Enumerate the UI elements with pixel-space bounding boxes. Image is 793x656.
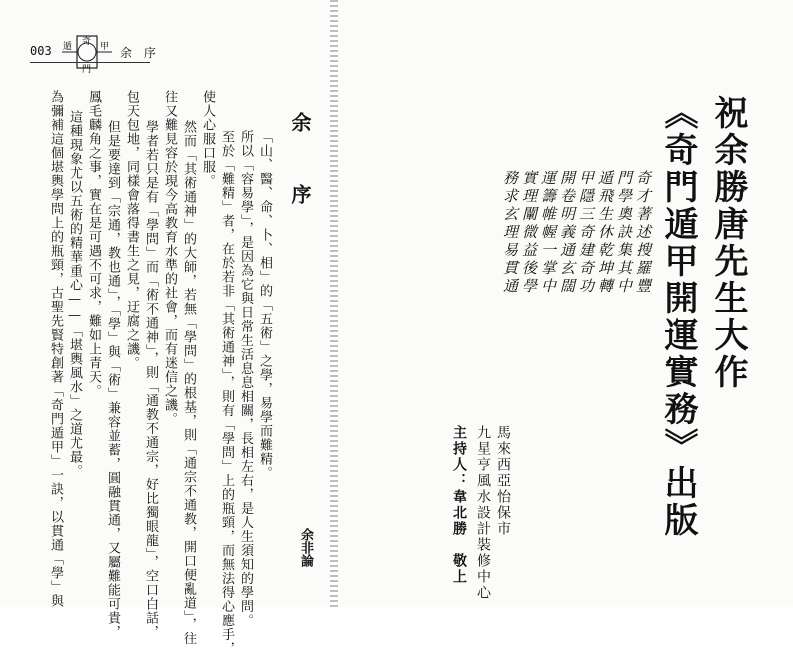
left-page: [0, 0, 330, 656]
body-column: 往又難見容於現今高教育水準的社會，而有迷信之譏。: [162, 90, 177, 426]
qimen-emblem-icon: [60, 30, 114, 74]
poem-column: 遁飛生休乾坤轉: [596, 170, 614, 296]
poem-column: 奇才著述搜羅豐: [634, 170, 652, 296]
right-page: [338, 0, 793, 607]
body-column: 學者若只是有「學問」而「術不通神」，則「通教不通宗，好比獨眼龍」，空口白話，: [143, 120, 158, 639]
signature-city: 馬來西亞怡保市: [495, 425, 511, 537]
body-column: 使人心服口服。: [200, 90, 215, 188]
emblem-char-jia: 甲: [100, 42, 110, 52]
title-line-2: 《奇門遁甲開運實務》出版: [658, 95, 698, 539]
body-column: 為彌補這個堪輿學問上的瓶頸，古聖先賢特創著「奇門遁甲」一訣，以貫通「學」與: [48, 90, 63, 608]
emblem-char-qi: 奇: [82, 37, 92, 47]
emblem-char-men: 門: [82, 65, 92, 74]
poem-column: 甲隱三奇建奇功: [577, 170, 595, 296]
poem-column: 開卷明義通玄闊: [558, 170, 576, 296]
book-gutter: [330, 0, 338, 607]
emblem-char-dun: 遁: [63, 42, 73, 52]
body-column: 鳳毛麟角之事，實在是可遇不可求，難如上青天。: [86, 90, 101, 398]
poem-column: 運籌帷幄一掌中: [539, 170, 557, 296]
section-title: 余 序: [288, 112, 312, 218]
poem-column: 門學奧訣集其中: [615, 170, 633, 296]
signature-company: 九星亨風水設計裝修中心: [475, 425, 491, 601]
signature-host: 主持人：韋北勝 敬上: [451, 425, 467, 585]
body-column: 「山、醫、命、卜、相」的「五術」之學，易學而難精。: [257, 130, 272, 480]
author-name: 余非論: [298, 528, 313, 567]
page-number: 003: [30, 44, 52, 58]
header-rule: [30, 62, 150, 63]
poem-column: 務求玄理易貫通: [501, 170, 519, 296]
body-column: 然而「其術通神」的大師，若無「學問」的根基，則「通宗不通教，開口便亂道」，往: [181, 120, 196, 646]
body-column: 這種現象尤以五術的精華重心——「堪輿風水」之道尤最。: [67, 110, 82, 478]
running-header-section: 余 序: [120, 46, 160, 60]
title-line-1: 祝余勝唐先生大作: [708, 95, 748, 391]
poem-column: 實理闡微益後學: [520, 170, 538, 296]
body-column: 所以「容易學」，是因為它與日常生活息息相關，長相左右，是人生須知的學問。: [238, 130, 253, 628]
body-column: 但是要達到「宗通，教也通」，「學」與「術」兼容並蓄，圓融貫通，又屬難能可貴，: [105, 120, 120, 639]
body-column: 至於「難精」者，在於若非「其術通神」，則有「學問」上的瓶頸，而無法得心應手，: [219, 130, 234, 656]
body-column: 包天包地，同樣會落得書生之見，迂腐之譏。: [124, 90, 139, 370]
